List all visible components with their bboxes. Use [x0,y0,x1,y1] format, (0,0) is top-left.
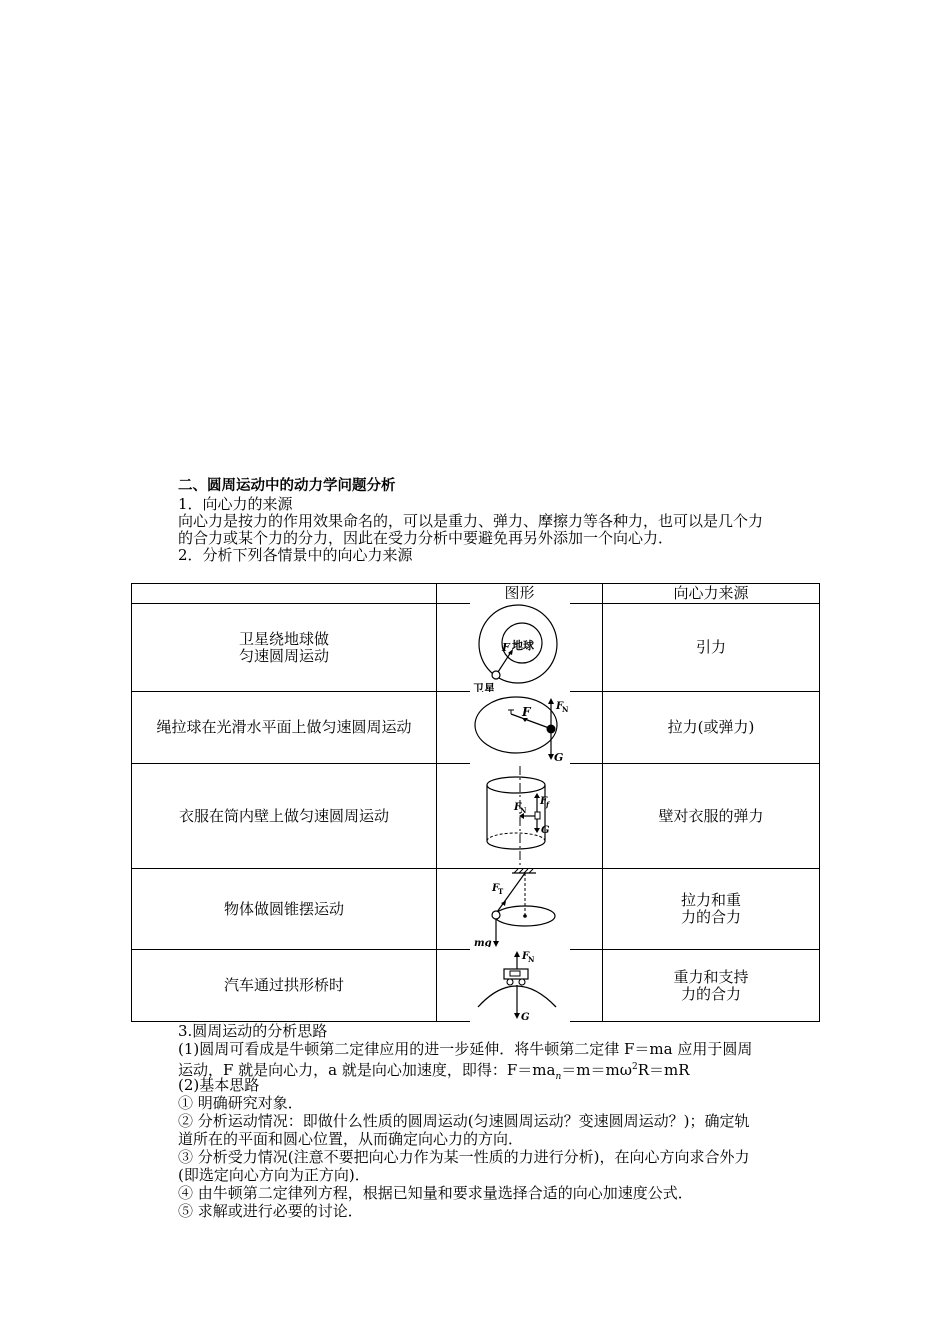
source-text: 力的合力 [680,984,741,1003]
scene-text: 卫星绕地球做 [238,629,329,648]
source-cell [603,950,820,1022]
figure-cell [437,950,603,1022]
header-cell-figure: 图形 [437,584,603,604]
conical-pendulum-diagram [470,869,570,951]
section-title: 二、圆周运动中的动力学问题分析 [178,478,396,494]
item1-line: 的合力或某个力的分力，因此在受力分析中要避免再另外添加一个向心力． [178,529,674,547]
normal-force-subscript: N [520,806,527,815]
centripetal-force-table [131,583,820,1022]
force-label: F [522,705,531,719]
normal-force-subscript: N [562,705,569,714]
item3-paragraph-line: (1)圆周可看成是牛顿第二定律应用的进一步延伸．将牛顿第二定律 F＝ma 应用于圆周 [178,1040,753,1058]
item1-heading: 1．向心力的来源 [178,495,293,513]
source-text: 拉力和重 [680,891,741,909]
scene-text: 物体做圆锥摆运动 [223,899,344,918]
step-line: (即选定向心方向为正方向)． [178,1166,370,1184]
gravity-label: G [521,1012,530,1023]
header-cell [132,584,437,604]
force-label: F [502,641,510,654]
header-cell-source: 向心力来源 [603,584,820,604]
rope-ball-diagram [470,692,570,766]
figure-cell [437,869,603,950]
scene-text: 匀速圆周运动 [238,646,329,665]
friction-force-label: F [540,796,548,807]
satellite-earth-diagram [470,599,570,697]
source-text: 拉力(或弹力) [667,718,755,736]
source-cell [603,869,820,950]
figure-cell [437,604,603,695]
normal-force-label: F [522,951,530,962]
table-row [132,764,820,869]
item3-heading: 3.圆周运动的分析思路 [178,1022,328,1040]
scene-text: 汽车通过拱形桥时 [223,976,344,994]
formula-superscript: 2 [631,1062,638,1072]
scene-cell [132,869,437,950]
source-text: 重力和支持 [673,967,749,986]
scene-cell [132,692,437,764]
tension-label: F [492,883,500,894]
friction-force-subscript: f [546,800,550,809]
scene-cell [132,604,437,692]
source-text: 力的合力 [680,908,741,926]
step-line: ② 分析运动情况：即做什么性质的圆周运动(匀速圆周运动？变速圆周运动？)；确定轨 [178,1112,750,1130]
source-cell [603,604,820,692]
item2-heading: 2．分析下列各情景中的向心力来源 [178,546,413,564]
gravity-label: mg [474,938,492,949]
figure-cell [437,692,603,764]
gravity-label: G [541,825,550,836]
earth-label: 地球 [512,639,534,652]
source-cell [603,692,820,764]
step-line: 道所在的平面和圆心位置，从而确定向心力的方向． [178,1130,524,1148]
formula-text: 运动，F 就是向心力，a 就是向心加速度，即得：F＝ma [178,1061,556,1079]
tension-subscript: T [498,887,504,896]
table-row [132,869,820,950]
gravity-label: G [554,751,564,764]
step-line: ⑤ 求解或进行必要的讨论． [178,1202,363,1220]
scene-cell [132,764,437,869]
satellite-label: 卫星 [473,682,495,695]
item3-subheading: (2)基本思路 [178,1076,260,1094]
source-cell [603,764,820,869]
source-text: 壁对衣服的弹力 [658,806,764,825]
figure-cell [437,764,603,869]
scene-text: 绳拉球在光滑水平面上做匀速圆周运动 [156,718,412,736]
step-line: ③ 分析受力情况(注意不要把向心力作为某一性质的力进行分析)，在向心方向求合外力 [178,1148,750,1166]
normal-force-subscript: N [528,955,535,964]
table-row [132,604,820,692]
step-line: ① 明确研究对象． [178,1094,303,1112]
item1-line: 向心力是按力的作用效果命名的，可以是重力、弹力、摩擦力等各种力，也可以是几个力 [178,512,764,530]
arch-bridge-car-diagram [470,947,570,1027]
table-row [132,692,820,764]
formula-subscript: n [555,1072,562,1082]
source-text: 引力 [695,638,726,656]
formula-text: ＝m＝mω [561,1061,632,1079]
formula-text: R＝mR [637,1061,690,1079]
normal-force-label: F [556,701,564,712]
scene-text: 衣服在筒内壁上做匀速圆周运动 [178,806,389,825]
normal-force-label: F [514,802,522,813]
washing-drum-diagram [470,764,570,868]
step-line: ④ 由牛顿第二定律列方程，根据已知量和要求量选择合适的向心加速度公式． [178,1184,693,1202]
table-row [132,950,820,1022]
scene-cell [132,950,437,1022]
